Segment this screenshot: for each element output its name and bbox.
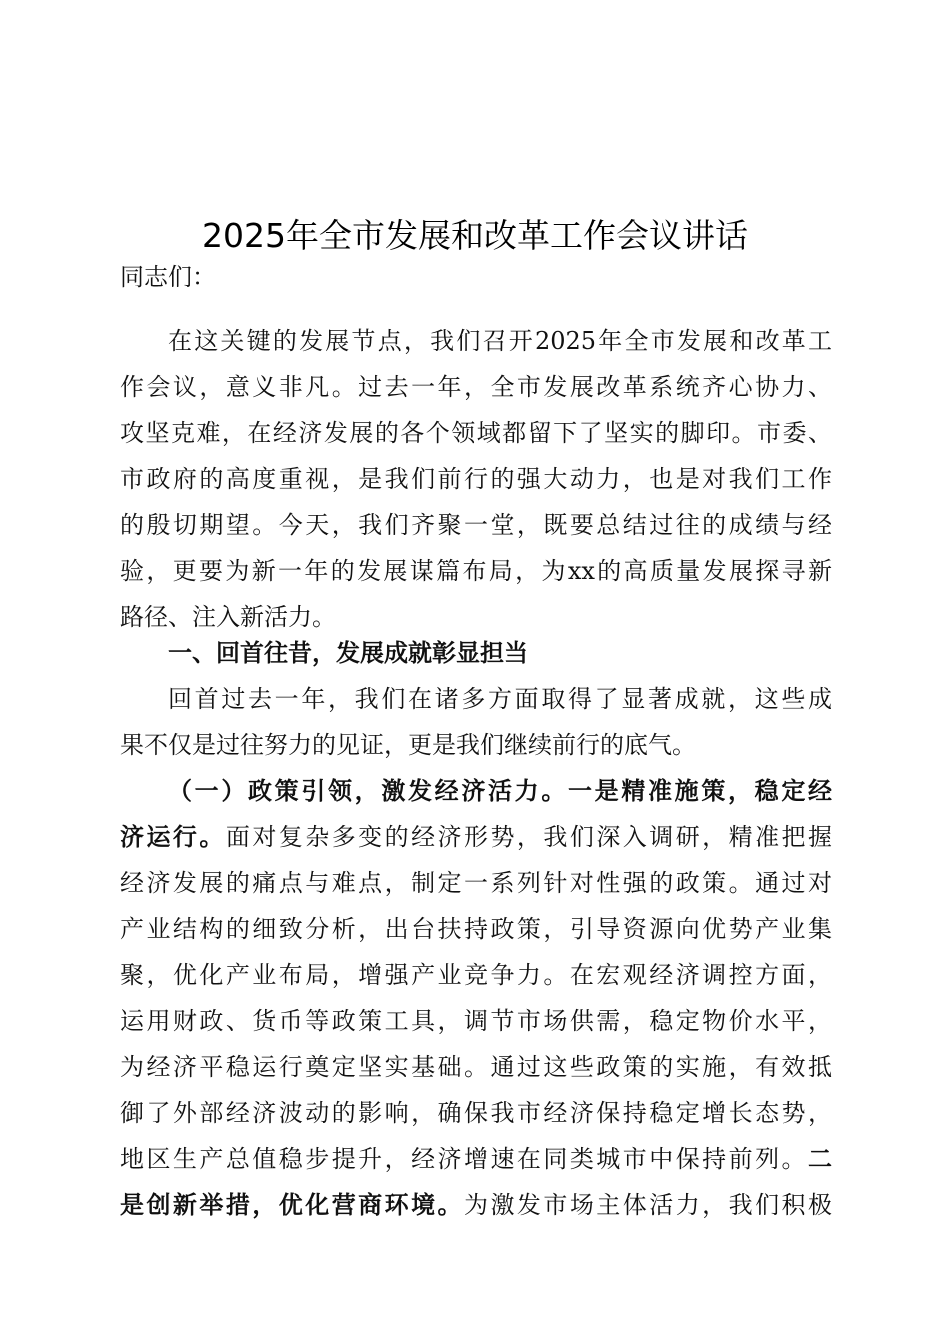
paragraph-line: 运用财政、货币等政策工具，调节市场供需，稳定物价水平， bbox=[120, 1007, 832, 1035]
paragraph-line: 市政府的高度重视，是我们前行的强大动力，也是对我们工作 bbox=[120, 465, 832, 493]
paragraph-line bbox=[120, 818, 832, 856]
paragraph-line bbox=[120, 1186, 832, 1224]
paragraph-line: 作会议，意义非凡。过去一年，全市发展改革系统齐心协力、 bbox=[120, 373, 832, 401]
paragraph-line bbox=[168, 772, 832, 810]
paragraph-text: 为激发市场主体活力，我们积极 bbox=[464, 1191, 832, 1219]
paragraph-line: 为经济平稳运行奠定坚实基础。通过这些政策的实施，有效抵 bbox=[120, 1053, 832, 1081]
paragraph-line: 经济发展的痛点与难点，制定一系列针对性强的政策。通过对 bbox=[120, 869, 832, 897]
paragraph-line: 聚，优化产业布局，增强产业竞争力。在宏观经济调控方面， bbox=[120, 961, 832, 989]
paragraph-text: 地区生产总值稳步提升，经济增速在同类城市中保持前列。 bbox=[120, 1145, 808, 1173]
section-heading: 一、回首往昔，发展成就彰显担当 bbox=[168, 639, 528, 667]
paragraph-line: 路径、注入新活力。 bbox=[120, 603, 336, 631]
document-title: 2025年全市发展和改革工作会议讲话 bbox=[202, 216, 748, 255]
subheading-bold: 济运行。 bbox=[120, 822, 226, 851]
paragraph-line: 回首过去一年，我们在诸多方面取得了显著成就，这些成 bbox=[168, 685, 832, 713]
paragraph-line: 果不仅是过往努力的见证，更是我们继续前行的底气。 bbox=[120, 731, 696, 759]
paragraph-text: 面对复杂多变的经济形势，我们深入调研，精准把握 bbox=[225, 823, 833, 851]
subheading-bold: 二 bbox=[808, 1144, 832, 1173]
greeting: 同志们： bbox=[120, 263, 216, 291]
paragraph-line: 攻坚克难，在经济发展的各个领域都留下了坚实的脚印。市委、 bbox=[120, 419, 832, 447]
paragraph-line: 在这关键的发展节点，我们召开2025年全市发展和改革工 bbox=[168, 327, 832, 355]
paragraph-line: 的殷切期望。今天，我们齐聚一堂，既要总结过往的成绩与经 bbox=[120, 511, 832, 539]
subheading-bold: （一）政策引领，激发经济活力。一是精准施策，稳定经 bbox=[168, 776, 832, 805]
subheading-bold: 是创新举措，优化营商环境。 bbox=[120, 1190, 464, 1219]
paragraph-line bbox=[120, 1140, 832, 1178]
paragraph-line: 验，更要为新一年的发展谋篇布局，为xx的高质量发展探寻新 bbox=[120, 557, 832, 585]
paragraph-line: 产业结构的细致分析，出台扶持政策，引导资源向优势产业集 bbox=[120, 915, 832, 943]
paragraph-line: 御了外部经济波动的影响，确保我市经济保持稳定增长态势， bbox=[120, 1099, 832, 1127]
